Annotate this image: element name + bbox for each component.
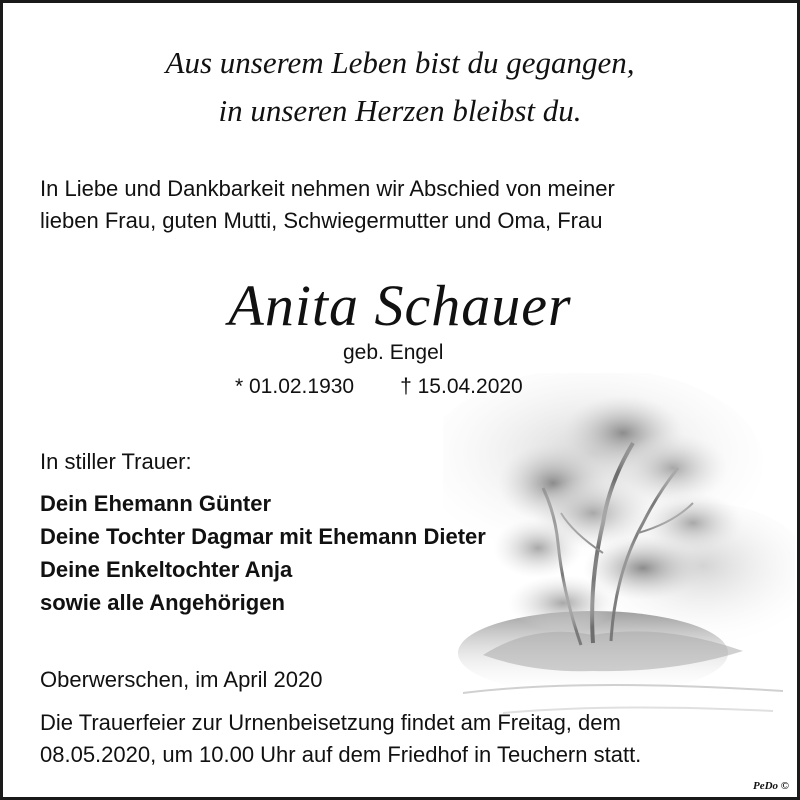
intro-line: lieben Frau, guten Mutti, Schwiegermutter und Oma, Frau bbox=[40, 208, 603, 233]
birth-name: geb. Engel bbox=[343, 341, 444, 364]
mourners-list bbox=[40, 487, 486, 619]
ceremony-info bbox=[40, 707, 641, 771]
list-item: Deine Enkeltochter Anja bbox=[40, 557, 293, 582]
intro-text bbox=[40, 173, 615, 237]
list-item: Deine Tochter Dagmar mit Ehemann Dieter bbox=[40, 524, 486, 549]
deceased-name: Anita Schauer bbox=[228, 273, 572, 338]
ceremony-line: 08.05.2020, um 10.00 Uhr auf dem Friedhof in Teuchern statt. bbox=[40, 742, 642, 767]
designer-signature: PeDo © bbox=[752, 780, 789, 792]
intro-line: In Liebe und Dankbarkeit nehmen wir Abschied von meiner bbox=[40, 176, 615, 201]
motto-line: Aus unserem Leben bist du gegangen, bbox=[165, 45, 635, 80]
mourning-label: In stiller Trauer: bbox=[40, 449, 192, 474]
birth-date: * 01.02.1930 bbox=[235, 375, 355, 398]
death-date: † 15.04.2020 bbox=[400, 375, 523, 398]
list-item: sowie alle Angehörigen bbox=[40, 590, 285, 615]
motto-line: in unseren Herzen bleibst du. bbox=[218, 93, 582, 128]
list-item: Dein Ehemann Günter bbox=[40, 491, 272, 516]
life-dates bbox=[235, 375, 523, 399]
motto-quote bbox=[3, 39, 797, 135]
ceremony-line: Die Trauerfeier zur Urnenbeisetzung findet am Freitag, dem bbox=[40, 710, 621, 735]
place-date: Oberwerschen, im April 2020 bbox=[40, 667, 323, 692]
